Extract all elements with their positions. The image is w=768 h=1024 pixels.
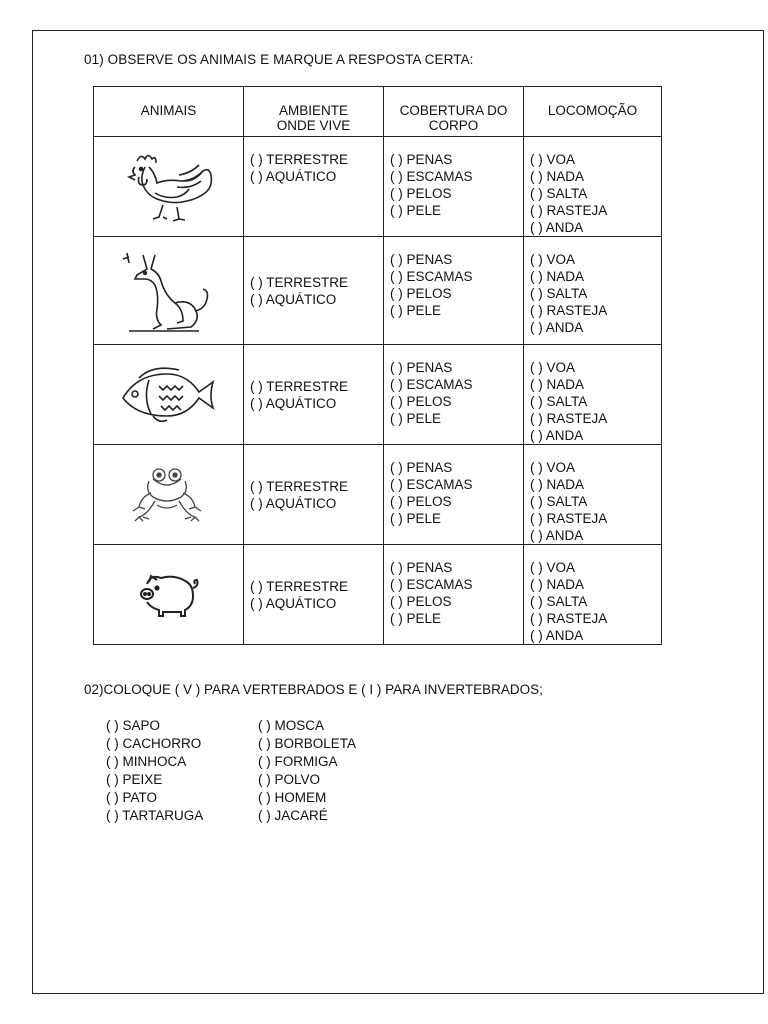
list-item[interactable]: ( ) TARTARUGA — [106, 808, 204, 823]
option-nada[interactable]: ( ) NADA — [530, 577, 584, 592]
option-rasteja[interactable]: ( ) RASTEJA — [530, 303, 608, 318]
option-pelos[interactable]: ( ) PELOS — [390, 494, 452, 509]
option-anda[interactable]: ( ) ANDA — [530, 528, 584, 543]
option-pelos[interactable]: ( ) PELOS — [390, 394, 452, 409]
option-pele[interactable]: ( ) PELE — [390, 411, 442, 426]
table-header-row — [94, 87, 662, 137]
option-anda[interactable]: ( ) ANDA — [530, 320, 584, 335]
header-locomocao: LOCOMOÇÃO — [524, 87, 662, 137]
cobertura-cell — [384, 545, 524, 645]
frog-drawing — [129, 465, 209, 525]
option-escamas[interactable]: ( ) ESCAMAS — [390, 269, 473, 284]
option-penas[interactable]: ( ) PENAS — [390, 560, 453, 575]
frog-image-cell — [94, 445, 244, 545]
option-pele[interactable]: ( ) PELE — [390, 203, 442, 218]
locomocao-cell — [524, 545, 662, 645]
locomocao-cell — [524, 445, 662, 545]
header-animais: ANIMAIS — [94, 87, 244, 137]
option-penas[interactable]: ( ) PENAS — [390, 252, 453, 267]
dog-drawing — [119, 245, 219, 337]
option-penas[interactable]: ( ) PENAS — [390, 460, 453, 475]
question-1-title: 01) OBSERVE OS ANIMAIS E MARQUE A RESPOSTA CERTA: — [84, 52, 474, 67]
option-anda[interactable]: ( ) ANDA — [530, 428, 584, 443]
cobertura-cell — [384, 345, 524, 445]
dog-image-cell — [94, 237, 244, 345]
rooster-drawing — [119, 147, 219, 227]
option-anda[interactable]: ( ) ANDA — [530, 628, 584, 643]
table-row — [94, 137, 662, 237]
ambiente-cell — [244, 445, 384, 545]
list-item[interactable]: ( ) MINHOCA — [106, 754, 187, 769]
table-row — [94, 445, 662, 545]
locomocao-cell — [524, 345, 662, 445]
question-2-title: 02)COLOQUE ( V ) PARA VERTEBRADOS E ( I ) PARA INVERTEBRADOS; — [84, 682, 543, 697]
list-item[interactable]: ( ) BORBOLETA — [258, 736, 357, 751]
option-nada[interactable]: ( ) NADA — [530, 377, 584, 392]
locomocao-cell — [524, 137, 662, 237]
option-voa[interactable]: ( ) VOA — [530, 360, 576, 375]
list-item[interactable]: ( ) PATO — [106, 790, 158, 805]
list-item[interactable]: ( ) HOMEM — [258, 790, 327, 805]
rooster-image-cell — [94, 137, 244, 237]
option-voa[interactable]: ( ) VOA — [530, 460, 576, 475]
option-rasteja[interactable]: ( ) RASTEJA — [530, 203, 608, 218]
list-item[interactable]: ( ) JACARÉ — [258, 808, 328, 823]
cobertura-cell — [384, 445, 524, 545]
cobertura-cell — [384, 237, 524, 345]
fish-image-cell — [94, 345, 244, 445]
ambiente-cell — [244, 545, 384, 645]
option-escamas[interactable]: ( ) ESCAMAS — [390, 477, 473, 492]
option-escamas[interactable]: ( ) ESCAMAS — [390, 169, 473, 184]
table-row — [94, 545, 662, 645]
locomocao-cell — [524, 237, 662, 345]
pig-drawing — [137, 572, 201, 618]
option-terrestre[interactable]: ( ) TERRESTRE — [250, 152, 349, 167]
fish-drawing — [119, 364, 219, 426]
option-escamas[interactable]: ( ) ESCAMAS — [390, 577, 473, 592]
option-salta[interactable]: ( ) SALTA — [530, 494, 588, 509]
header-ambiente: AMBIENTE ONDE VIVE — [244, 87, 384, 137]
option-terrestre[interactable]: ( ) TERRESTRE — [250, 378, 349, 394]
option-terrestre[interactable]: ( ) TERRESTRE — [250, 578, 349, 594]
option-aquatico[interactable]: ( ) AQUÁTICO — [250, 169, 337, 184]
option-nada[interactable]: ( ) NADA — [530, 477, 584, 492]
table-row — [94, 237, 662, 345]
option-pelos[interactable]: ( ) PELOS — [390, 594, 452, 609]
option-salta[interactable]: ( ) SALTA — [530, 186, 588, 201]
list-item[interactable]: ( ) MOSCA — [258, 718, 324, 733]
ambiente-cell — [244, 237, 384, 345]
pig-image-cell — [94, 545, 244, 645]
option-aquatico[interactable]: ( ) AQUÁTICO — [250, 495, 337, 511]
option-pele[interactable]: ( ) PELE — [390, 511, 442, 526]
cobertura-cell — [384, 137, 524, 237]
option-pele[interactable]: ( ) PELE — [390, 611, 442, 626]
option-aquatico[interactable]: ( ) AQUÁTICO — [250, 595, 337, 611]
option-terrestre[interactable]: ( ) TERRESTRE — [250, 478, 349, 494]
option-terrestre[interactable]: ( ) TERRESTRE — [250, 274, 349, 290]
option-pele[interactable]: ( ) PELE — [390, 303, 442, 318]
ambiente-cell — [244, 345, 384, 445]
list-item[interactable]: ( ) PEIXE — [106, 772, 163, 787]
q2-right-list — [258, 717, 356, 825]
table-row — [94, 345, 662, 445]
option-salta[interactable]: ( ) SALTA — [530, 394, 588, 409]
option-rasteja[interactable]: ( ) RASTEJA — [530, 611, 608, 626]
ambiente-cell — [244, 137, 384, 237]
list-item[interactable]: ( ) POLVO — [258, 772, 321, 787]
option-voa[interactable]: ( ) VOA — [530, 152, 576, 167]
list-item[interactable]: ( ) CACHORRO — [106, 736, 202, 751]
header-cobertura: COBERTURA DO CORPO — [384, 87, 524, 137]
list-item[interactable]: ( ) FORMIGA — [258, 754, 338, 769]
option-nada[interactable]: ( ) NADA — [530, 169, 584, 184]
option-rasteja[interactable]: ( ) RASTEJA — [530, 511, 608, 526]
option-aquatico[interactable]: ( ) AQUÁTICO — [250, 291, 337, 307]
animals-table — [93, 86, 662, 645]
q2-left-list — [106, 717, 203, 825]
option-rasteja[interactable]: ( ) RASTEJA — [530, 411, 608, 426]
option-escamas[interactable]: ( ) ESCAMAS — [390, 377, 473, 392]
option-salta[interactable]: ( ) SALTA — [530, 594, 588, 609]
option-pelos[interactable]: ( ) PELOS — [390, 186, 452, 201]
option-salta[interactable]: ( ) SALTA — [530, 286, 588, 301]
list-item[interactable]: ( ) SAPO — [106, 718, 161, 733]
option-aquatico[interactable]: ( ) AQUÁTICO — [250, 395, 337, 411]
option-voa[interactable]: ( ) VOA — [530, 252, 576, 267]
option-penas[interactable]: ( ) PENAS — [390, 152, 453, 167]
option-nada[interactable]: ( ) NADA — [530, 269, 584, 284]
option-penas[interactable]: ( ) PENAS — [390, 360, 453, 375]
option-pelos[interactable]: ( ) PELOS — [390, 286, 452, 301]
option-anda[interactable]: ( ) ANDA — [530, 220, 584, 235]
option-voa[interactable]: ( ) VOA — [530, 560, 576, 575]
